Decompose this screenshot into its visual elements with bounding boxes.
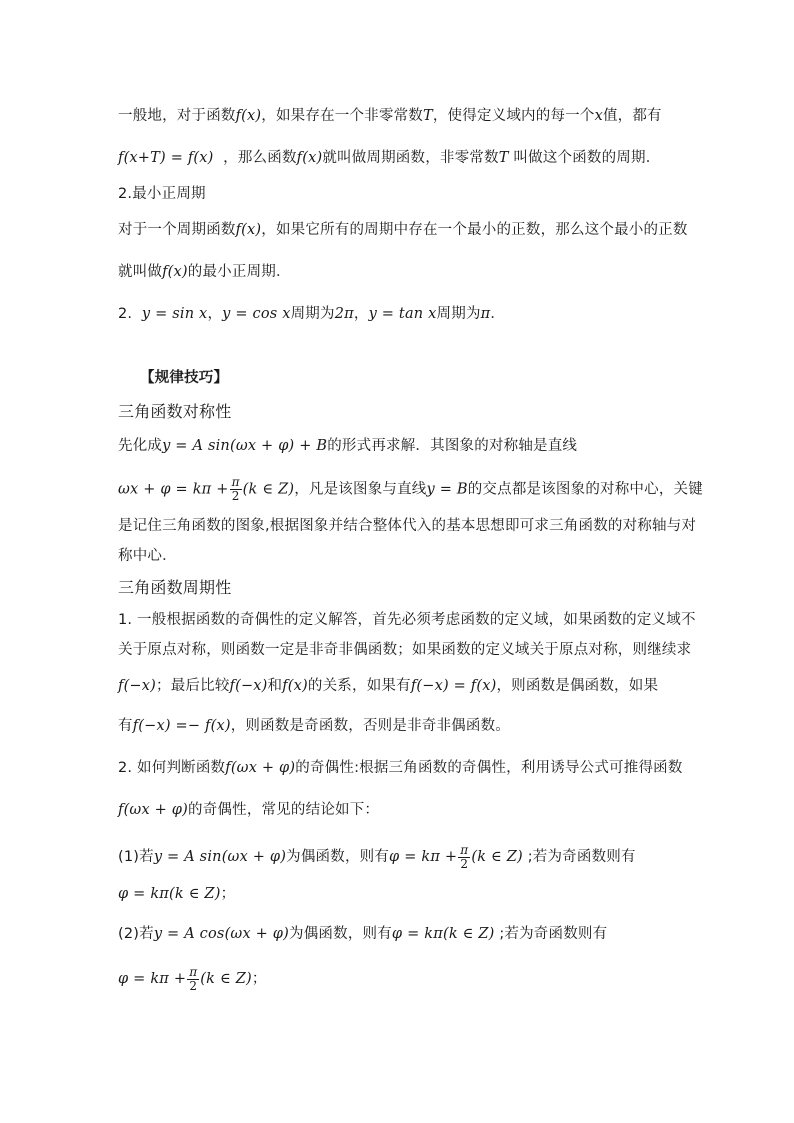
fraction-numerator: π: [231, 475, 240, 489]
math: 2π: [334, 306, 354, 322]
pi-over-2-fraction: [230, 476, 242, 503]
math: f(ωx + φ): [118, 802, 189, 818]
periods-line: [118, 304, 734, 324]
symmetry-line-1: [118, 436, 734, 456]
math: ωx + φ = kπ +: [118, 481, 229, 498]
text: ，如果存在一个非零常数: [261, 108, 423, 124]
math: f(x): [235, 108, 262, 124]
text: 的奇偶性，常见的结论如下：: [188, 802, 380, 818]
text: 三角函数周期性: [118, 578, 232, 597]
fraction-denominator: 2: [231, 489, 240, 503]
fraction-denominator: 2: [189, 978, 198, 993]
math: T: [422, 108, 433, 124]
text: ；: [251, 971, 267, 987]
parity-rule-2-odd: [118, 962, 734, 996]
math: f(−x) = f(x): [410, 678, 497, 694]
text: 的交点都是该图象的对称中心，关键: [467, 481, 703, 498]
text: 2. 如何判断函数: [118, 760, 226, 776]
text: 就叫做周期函数，非零常数: [322, 150, 499, 166]
min-period-line-2: [118, 262, 734, 282]
parity-line-2: [118, 640, 734, 660]
math: f(x): [282, 678, 308, 694]
text: ，那么函数: [223, 150, 297, 166]
fraction-denominator: 2: [460, 856, 469, 871]
text: ，则函数是偶函数，如果: [496, 678, 659, 694]
text: 为偶函数，则有: [286, 849, 390, 865]
math: f(x): [162, 264, 188, 280]
math: y = A sin(ωx + φ): [153, 849, 287, 865]
math: (k ∈ Z): [242, 481, 295, 498]
text: ，: [353, 306, 369, 322]
text: 对于一个周期函数: [118, 222, 236, 238]
math: y = B: [426, 481, 468, 498]
math: f(−x) =− f(x): [132, 718, 231, 734]
text: ;若为奇函数则有: [527, 849, 636, 865]
parity-line-6: [118, 800, 734, 820]
parity-line-3: [118, 676, 734, 696]
math: f(−x): [118, 678, 157, 694]
text: 有: [118, 718, 133, 734]
min-period-line-1: [118, 220, 734, 240]
math: (k ∈ Z): [471, 849, 523, 865]
math: y = sin x: [141, 306, 208, 322]
math: y = tan x: [368, 306, 437, 322]
symmetry-line-4: [118, 546, 734, 566]
symmetry-title: [118, 402, 734, 422]
math: f(−x): [229, 678, 268, 694]
math: x: [594, 108, 603, 124]
text: ，则函数是奇函数，否则是非奇非偶函数。: [230, 718, 510, 734]
text: 的最小正周期．: [187, 264, 291, 280]
math: φ = kπ(k ∈ Z): [391, 926, 495, 942]
symmetry-line-3: [118, 516, 734, 536]
math: f(x): [235, 222, 262, 238]
text: ；: [220, 886, 236, 902]
math: φ = kπ +: [118, 971, 187, 987]
text: 是记住三角函数的图象,根据图象并结合整体代入的基本思想即可求三角函数的对称轴与对: [118, 518, 697, 534]
text: 叫做这个函数的周期．: [513, 150, 661, 166]
text: (1)若: [118, 849, 154, 865]
text: 关于原点对称，则函数一定是非奇非偶函数；如果函数的定义域关于原点对称，则继续求: [118, 642, 692, 658]
parity-line-4: [118, 716, 734, 736]
text: 称中心．: [118, 548, 177, 564]
text: ，如果它所有的周期中存在一个最小的正数，那么这个最小的正数: [261, 222, 688, 238]
text: 就叫做: [118, 264, 163, 280]
parity-line-1: [118, 610, 734, 630]
math: φ = kπ(k ∈ Z): [118, 886, 221, 902]
pi-over-2-fraction: [187, 966, 199, 993]
math: f(x): [296, 150, 323, 166]
text: 为偶函数，则有: [289, 926, 392, 942]
text: 先化成: [118, 438, 163, 454]
text: ，使得定义域内的每一个: [432, 108, 595, 124]
text: ;若为奇函数则有: [499, 926, 608, 942]
fraction-numerator: π: [460, 842, 469, 857]
fraction-numerator: π: [189, 964, 198, 979]
periodicity-title: [118, 578, 734, 598]
text: 值，都有: [602, 108, 662, 124]
text: 三角函数对称性: [118, 402, 232, 421]
text: 周期为: [290, 306, 335, 322]
text: ．: [490, 306, 506, 322]
math: y = cos x: [222, 306, 291, 322]
parity-rule-1: [118, 840, 734, 874]
math: f(ωx + φ): [225, 760, 296, 776]
text: 2.: [118, 306, 133, 322]
math: y = A cos(ωx + φ): [153, 926, 290, 942]
text: 的形式再求解．其图象的对称轴是直线: [327, 438, 578, 454]
parity-line-5: [118, 758, 734, 778]
text: 2.最小正周期: [118, 186, 206, 202]
text: 【规律技巧】: [140, 370, 229, 386]
text: ，凡是该图象与直线: [294, 481, 427, 498]
math: y = A sin(ωx + φ) + B: [162, 438, 328, 454]
text: 的关系，如果有: [307, 678, 411, 694]
text: ，: [207, 306, 223, 322]
tips-heading: [140, 368, 734, 388]
text: 的奇偶性:根据三角函数的奇偶性，利用诱导公式可推得函数: [295, 760, 683, 776]
text: 1. 一般根据函数的奇偶性的定义解答，首先必须考虑函数的定义域，如果函数的定义域不: [118, 612, 696, 628]
math: T: [498, 150, 509, 166]
text: 和: [267, 678, 283, 694]
definition-line-2: [118, 148, 734, 168]
parity-rule-1-odd: [118, 884, 734, 904]
text: 一般地，对于函数: [118, 108, 236, 124]
math: (k ∈ Z): [200, 971, 252, 987]
math: π: [480, 306, 491, 322]
symmetry-line-2: [118, 476, 734, 503]
section-min-period: [118, 184, 734, 204]
math: φ = kπ +: [389, 849, 458, 865]
definition-line-1: [118, 106, 734, 126]
parity-rule-2: [118, 924, 734, 944]
text: 周期为: [436, 306, 481, 322]
text: ；最后比较: [156, 678, 230, 694]
text: (2)若: [118, 926, 154, 942]
pi-over-2-fraction: [458, 844, 470, 871]
math: f(x+T) = f(x): [118, 150, 214, 166]
